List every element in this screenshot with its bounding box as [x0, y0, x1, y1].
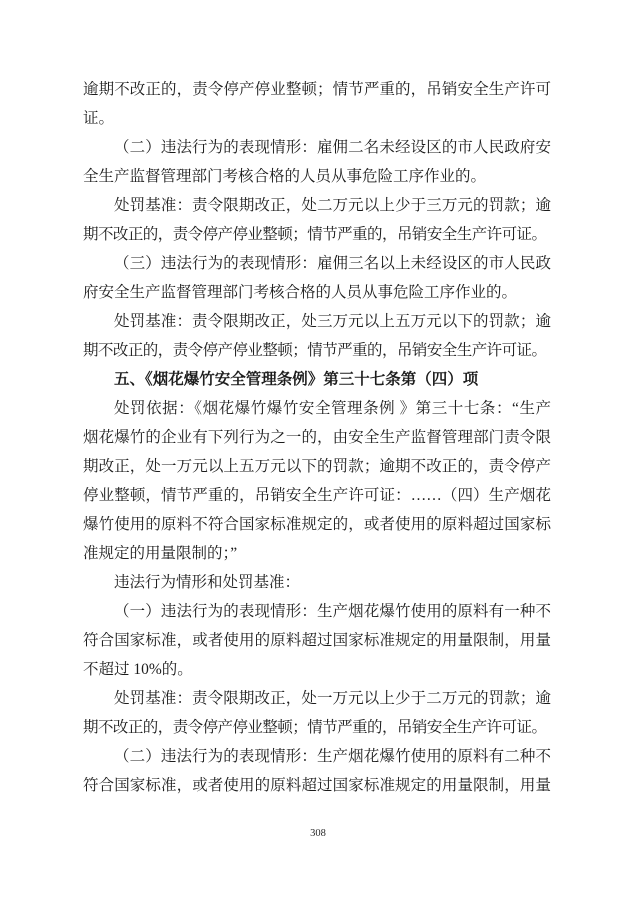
text-line: 停业整顿，情节严重的，吊销安全生产许可证：……（四）生产烟花	[83, 487, 551, 504]
text-line: 期改正，处一万元以上五万元以下的罚款；逾期不改正的，责令停产	[83, 458, 551, 475]
text-line: 处罚依据：《烟花爆竹爆竹安全管理条例 》第三十七条：“生产	[114, 400, 551, 417]
section-heading: 五、《烟花爆竹安全管理条例》第三十七条第（四）项	[114, 371, 479, 388]
text-line: 逾期不改正的，责令停产停业整顿；情节严重的，吊销安全生产许可	[83, 81, 551, 98]
text-line: 符合国家标准，或者使用的原料超过国家标准规定的用量限制，用量	[83, 632, 551, 649]
text-line: 符合国家标准，或者使用的原料超过国家标准规定的用量限制，用量	[83, 777, 551, 794]
text-line: （二）违法行为的表现情形：生产烟花爆竹使用的原料有二种不	[114, 748, 551, 765]
text-line: 府安全生产监督管理部门考核合格的人员从事危险工序作业的。	[83, 284, 518, 301]
page-number: 308	[310, 828, 326, 839]
text-line: 不超过 10%的。	[83, 661, 193, 678]
text-line: 期不改正的，责令停产停业整顿；情节严重的，吊销安全生产许可证。	[83, 719, 547, 736]
text-line: （二）违法行为的表现情形：雇佣二名未经设区的市人民政府安	[114, 139, 551, 156]
document-body	[83, 75, 551, 800]
text-line: 全生产监督管理部门考核合格的人员从事危险工序作业的。	[83, 168, 487, 185]
text-line: 爆竹使用的原料不符合国家标准规定的，或者使用的原料超过国家标	[83, 516, 551, 533]
text-line: 违法行为情形和处罚基准：	[114, 574, 301, 591]
text-line: （一）违法行为的表现情形：生产烟花爆竹使用的原料有一种不	[114, 603, 551, 620]
text-line: （三）违法行为的表现情形：雇佣三名以上未经设区的市人民政	[114, 255, 551, 272]
text-line: 处罚基准：责令限期改正，处一万元以上少于二万元的罚款；逾	[114, 690, 551, 707]
text-line: 期不改正的，责令停产停业整顿；情节严重的，吊销安全生产许可证。	[83, 226, 547, 243]
text-line: 处罚基准：责令限期改正，处三万元以上五万元以下的罚款；逾	[114, 313, 551, 330]
text-line: 处罚基准：责令限期改正，处二万元以上少于三万元的罚款；逾	[114, 197, 551, 214]
text-line: 准规定的用量限制的；”	[83, 545, 238, 562]
text-line: 期不改正的，责令停产停业整顿；情节严重的，吊销安全生产许可证。	[83, 342, 547, 359]
text-line: 烟花爆竹的企业有下列行为之一的，由安全生产监督管理部门责令限	[83, 429, 551, 446]
text-line: 证。	[83, 110, 115, 127]
